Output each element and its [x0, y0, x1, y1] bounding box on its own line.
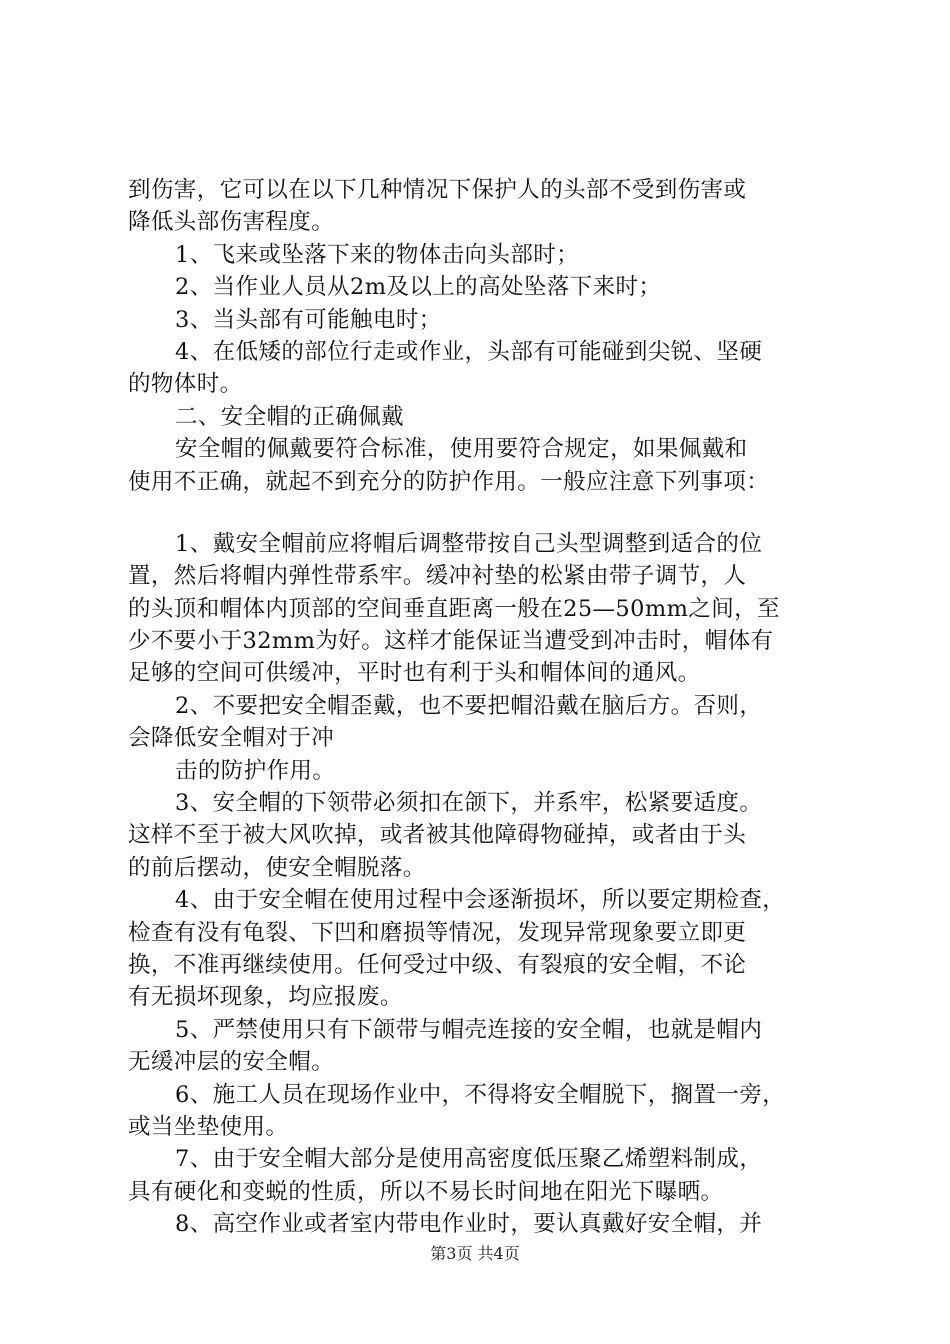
list-item: 6、施工人员在现场作业中，不得将安全帽脱下，搁置一旁， — [175, 1081, 786, 1108]
text-line: 降低头部伤害程度。 — [128, 209, 335, 236]
list-item: 3、安全帽的下领带必须扣在颌下，并系牢，松紧要适度。 — [175, 790, 763, 817]
list-item: 8、高空作业或者室内带电作业时，要认真戴好安全帽，并 — [175, 1211, 763, 1238]
list-item: 1、戴安全帽前应将帽后调整带按自己头型调整到适合的位 — [175, 530, 763, 557]
text-line: 有无损坏现象，均应报废。 — [128, 984, 403, 1011]
text-line: 检查有没有龟裂、下凹和磨损等情况，发现异常现象要立即更 — [128, 919, 747, 946]
list-item: 4、由于安全帽在使用过程中会逐渐损坏，所以要定期检查， — [175, 887, 786, 914]
list-item: 2、不要把安全帽歪戴，也不要把帽沿戴在脑后方。否则， — [175, 692, 763, 719]
text-line: 到伤害，它可以在以下几种情况下保护人的头部不受到伤害或 — [128, 177, 747, 203]
text-line: 少不要小于32mm为好。这样才能保证当遭受到冲击时，帽体有 — [128, 628, 774, 655]
text-line: 的前后摆动，使安全帽脱落。 — [128, 854, 426, 881]
page-number: 第3页 共4页 — [430, 1244, 520, 1263]
list-item: 5、严禁使用只有下颌带与帽壳连接的安全帽，也就是帽内 — [175, 1016, 763, 1043]
text-line: 或当坐垫使用。 — [128, 1113, 289, 1140]
text-line: 安全帽的佩戴要符合标准，使用要符合规定，如果佩戴和 — [175, 436, 748, 463]
list-item: 4、在低矮的部位行走或作业，头部有可能碰到尖锐、坚硬 — [175, 338, 763, 365]
section-heading: 二、安全帽的正确佩戴 — [175, 403, 405, 430]
text-line: 会降低安全帽对于冲 — [128, 725, 335, 752]
text-line: 置，然后将帽内弹性带系牢。缓冲衬垫的松紧由带子调节，人 — [128, 563, 747, 590]
text-line: 使用不正确，就起不到充分的防护作用。一般应注意下列事项： — [128, 468, 770, 495]
paragraph-gap — [128, 498, 840, 528]
document-body — [128, 174, 840, 1241]
text-line: 具有硬化和变蜕的性质，所以不易长时间地在阳光下曝晒。 — [128, 1178, 724, 1205]
text-line: 击的防护作用。 — [175, 757, 336, 784]
text-line: 这样不至于被大风吹掉，或者被其他障碍物碰掉，或者由于头 — [128, 822, 747, 849]
text-line: 足够的空间可供缓冲，平时也有利于头和帽体间的通风。 — [128, 660, 701, 687]
list-item: 1、飞来或坠落下来的物体击向头部时； — [175, 241, 580, 268]
text-line: 换，不准再继续使用。任何受过中级、有裂痕的安全帽，不论 — [128, 951, 747, 978]
text-line: 无缓冲层的安全帽。 — [128, 1049, 335, 1076]
text-line: 的物体时。 — [128, 371, 243, 398]
list-item: 2、当作业人员从2m及以上的高处坠落下来时； — [175, 274, 662, 301]
list-item: 7、由于安全帽大部分是使用高密度低压聚乙烯塑料制成， — [175, 1146, 763, 1173]
text-line: 的头顶和帽体内顶部的空间垂直距离一般在25—50mm之间，至 — [128, 595, 780, 622]
list-item: 3、当头部有可能触电时； — [175, 306, 442, 333]
